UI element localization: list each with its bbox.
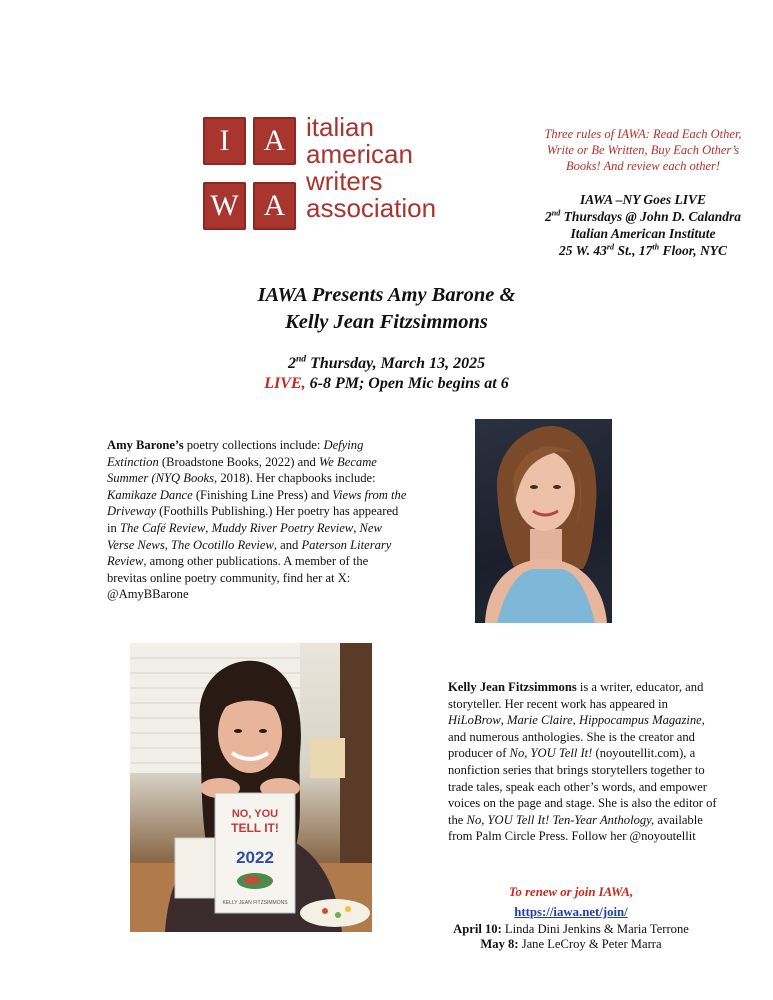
kelly-fitzsimmons-photo: [130, 643, 372, 932]
time-line: LIVE, 6-8 PM; Open Mic begins at 6: [264, 375, 509, 392]
logo-line: writers: [306, 166, 383, 196]
upcoming-events: [440, 922, 702, 952]
logo-tile-a: A: [253, 117, 296, 165]
rules-line: Write or Be Written, Buy Each Other’s: [546, 143, 740, 157]
book-year: 2022: [236, 848, 274, 867]
amy-barone-photo: [475, 419, 612, 623]
iawa-logo-wordmark: [306, 114, 446, 222]
rules-line: Books! And review each other!: [565, 159, 721, 173]
book-title-line1: NO, YOU: [231, 808, 279, 820]
event-item: May 8: Jane LeCroy & Peter Marra: [480, 937, 662, 951]
logo-line: american: [306, 139, 413, 169]
venue-info: [512, 191, 773, 259]
logo-tile-w: W: [203, 182, 246, 230]
live-label: LIVE,: [264, 375, 306, 392]
renew-prompt: To renew or join IAWA,: [508, 885, 634, 899]
logo-line: italian: [306, 112, 374, 142]
rules-line: Three rules of IAWA: Read Each Other,: [544, 127, 742, 141]
amy-barone-bio: Amy Barone’s poetry collections include: Defying Extinction (Broadstone Books, 2022) and We Became Summer (NYQ Books, 2018). Her chapbooks include: Kamikaze Dance (Finishing Line Press) and Views from the Driveway (Foothills Publishing.) Her poetry has appeared in The Café Review, Muddy River Poetry Review, New Verse News, The Ocotillo Review, and Paterson Literary Review, among other publications. A member of the brevitas online poetry community, find her at X: @AmyBBarone: [107, 438, 407, 602]
kelly-fitzsimmons-bio: Kelly Jean Fitzsimmons is a writer, educator, and storyteller. Her recent work has appeared in HiLoBrow, Marie Claire, Hippocampus Magazine, and numerous anthologies. She is the creator and producer of No, YOU Tell It! (noyoutellit.com), a nonfiction series that brings storytellers together to trade tales, speak each other’s words, and empower voices on the page and stage. She is also the editor of the No, YOU Tell It! Ten-Year Anthology, available from Palm Circle Press. Follow her @noyoutellit: [448, 680, 717, 844]
event-headline: [0, 282, 773, 336]
book-title-line2: TELL IT!: [231, 821, 279, 835]
logo-tile-a2: A: [253, 182, 296, 230]
logo-tile-i: I: [203, 117, 246, 165]
iawa-logo-tiles: [203, 117, 297, 230]
join-link[interactable]: https://iawa.net/join/: [514, 905, 628, 919]
logo-line: association: [306, 193, 437, 223]
book-author: KELLY JEAN FITZSIMMONS: [222, 900, 288, 906]
venue-line: 2nd Thursdays @ John D. Calandra: [544, 208, 742, 224]
venue-line: IAWA –NY Goes LIVE: [580, 192, 706, 207]
headline-line: Kelly Jean Fitzsimmons: [285, 311, 488, 333]
venue-address: 25 W. 43rd St., 17th Floor, NYC: [558, 242, 727, 258]
iawa-rules: [512, 126, 773, 174]
headline-line: IAWA Presents Amy Barone &: [257, 284, 516, 306]
event-date: [0, 354, 773, 394]
event-item: April 10: Linda Dini Jenkins & Maria Terrone: [453, 922, 689, 936]
date-line: 2nd Thursday, March 13, 2025: [287, 353, 486, 372]
venue-line: Italian American Institute: [570, 226, 716, 241]
